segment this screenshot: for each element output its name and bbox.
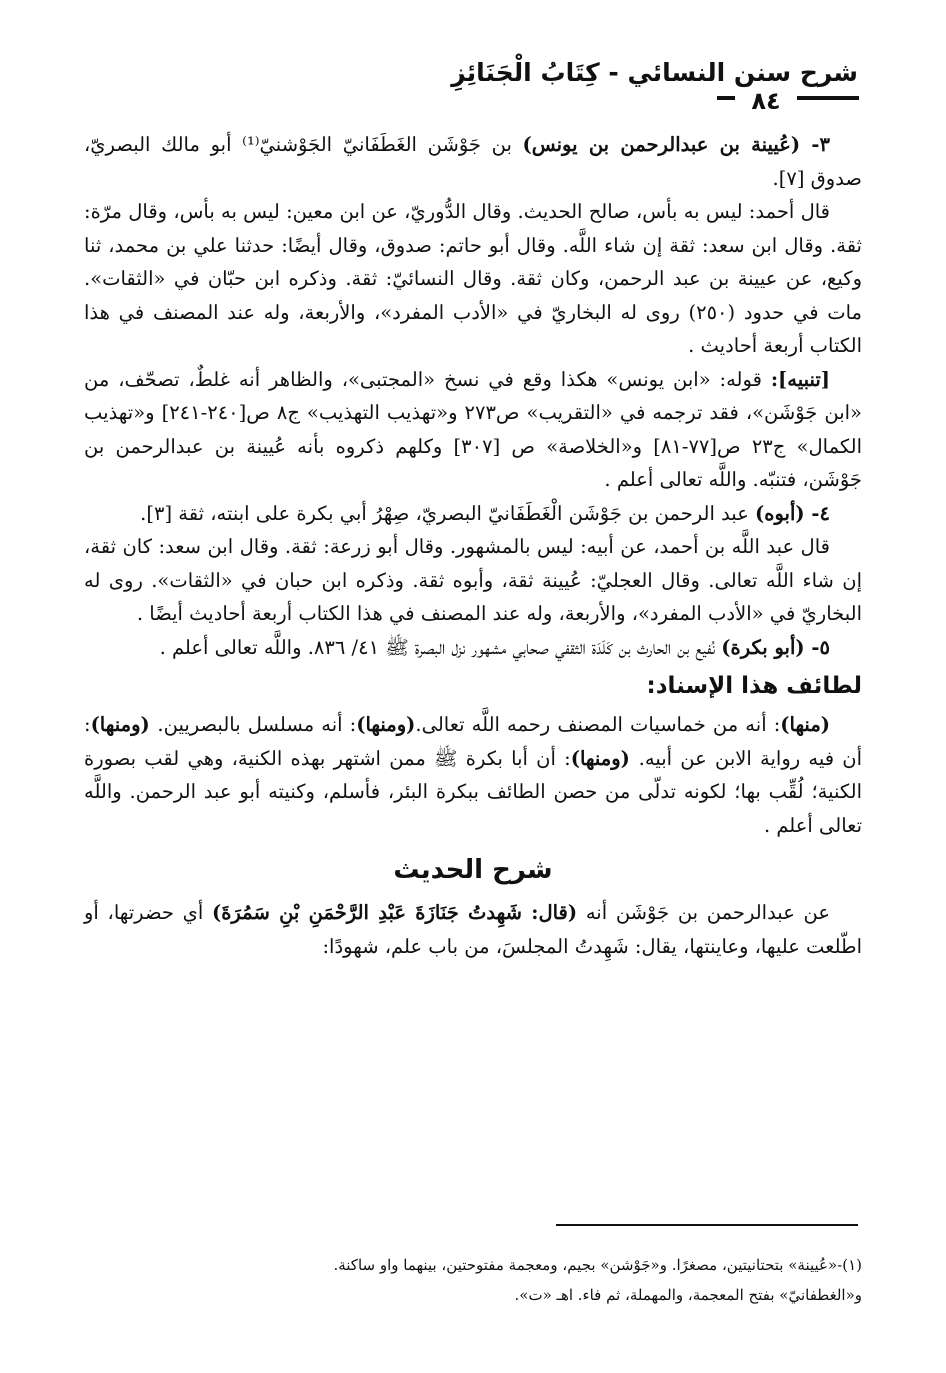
lataif-text-2: : أنه مسلسل بالبصريين. xyxy=(157,713,357,736)
narrator-5-desc: نُفيع بن الحارث بن كَلَدَة الثقفي صحابي مشهور نزل البصرة ﷺ ٤١/ ٨٣٦. واللَّه تعالى أعلم . xyxy=(159,635,722,659)
note-paragraph xyxy=(84,363,862,497)
running-title: شرح سنن النسائي - كِتَابُ الْجَنَائِزِ xyxy=(451,58,858,87)
lataif-text-4: : أن أبا بكرة ﷺ ممن اشتهر بهذه الكنية، وهي لقب بصورة الكنية؛ لُقِّب بها؛ لكونه تدلّى من حصن الطائف ببكرة البئر، فأسلم، وكنيته أبو عبد الرحمن. واللَّه تعالى أعلم . xyxy=(84,746,862,837)
heading-lataif: لطائف هذا الإسناد: xyxy=(646,673,862,699)
footnote-rule xyxy=(556,1224,858,1226)
narrator-4-name: ٤- (أبوه) xyxy=(755,501,830,525)
narrator-4-grading: قال عبد اللَّه بن أحمد، عن أبيه: ليس بالمشهور. وقال أبو زرعة: ثقة. وقال ابن سعد: كان ثقة، إن شاء اللَّه تعالى. وقال العجليّ: عُيينة ثقة، وأبوه ثقة. وذكره ابن حبان في «الثقات». روى له البخاريّ في «الأدب المفرد»، والأربعة، وله عند المصنف في هذا الكتاب أربعة أحاديث أيضًا . xyxy=(84,535,862,625)
lataif-label-4: (ومنها) xyxy=(570,746,639,770)
narrator-3-name: ٣- (عُيينة بن عبدالرحمن بن يونس) xyxy=(522,133,830,156)
narrator-4 xyxy=(84,497,862,531)
main-text xyxy=(84,128,862,963)
lataif-label-2: (ومنها) xyxy=(356,713,416,736)
narrator-3 xyxy=(84,128,862,195)
lataif-text-1: : أنه من خماسيات المصنف رحمه اللَّه تعالى. xyxy=(415,713,781,736)
footnote-1-line-2: و«الغطفانيّ» بفتح المعجمة، والمهملة، ثم فاء. اهـ «ت». xyxy=(514,1286,862,1304)
lataif-label-3: (ومنها) xyxy=(90,713,158,736)
sharh-text-2: أي حضرتها، أو اطّلعت عليها، وعاينتها، يقال: شَهِدتُ المجلسَ، من باب علم، شهودًا: xyxy=(84,901,862,958)
narrator-3-grading: قال أحمد: ليس به بأس، صالح الحديث. وقال الدُّوريّ، عن ابن معين: ليس به بأس، وقال مرّة: ثقة. وقال ابن سعد: ثقة إن شاء اللَّه. وقال أبو حاتم: صدوق، وقال أيضًا: حدثنا علي بن محمد، ثنا وكيع، عن عيينة بن عبد الرحمن، وكان ثقة. وقال النسائيّ: ثقة. وذكره ابن حبّان في «الثقات». مات في حدود (٢٥٠) روى له البخاريّ في «الأدب المفرد»، والأربعة، وله عند المصنف في هذا الكتاب أربعة أحاديث . xyxy=(84,200,862,357)
header-rule-right xyxy=(797,96,859,100)
footnote-1-line-1: (١)-«عُيينة» بتحتانيتين، مصغرًا. و«جَوْشن» بجيم، ومعجمة مفتوحتين، بينهما واو ساكنة. xyxy=(333,1256,862,1274)
lataif-text-3: : أن فيه رواية الابن عن أبيه. xyxy=(84,713,863,770)
footnotes xyxy=(84,1250,862,1310)
heading-sharh: شرح الحديث xyxy=(393,855,553,885)
sharh-text-1: عن عبدالرحمن بن جَوْشَن أنه xyxy=(577,901,831,924)
note-text: قوله: «ابن يونس» هكذا وقع في نسخ «المجتبى»، والظاهر أنه غلطٌ، تصحّف، من «ابن جَوْشَن»، فقد ترجمه في «التقريب» ص٢٧٣ و«تهذيب التهذيب» ج٨ ص[٢٤٠-٢٤١] و«تهذيب الكمال» ج٢٣ ص[٧٧-٨١] و«الخلاصة» ص [٣٠٧] وكلهم ذكروه بأنه عُيينة بن عبدالرحمن بن جَوْشَن، فتنبّه. واللَّه تعالى أعلم . xyxy=(84,367,863,491)
narrator-5-name: ٥- (أبو بكرة) xyxy=(721,635,830,659)
header-rule-left xyxy=(717,96,735,100)
page-number: ٨٤ xyxy=(751,87,781,115)
lataif-label-1: (منها) xyxy=(780,713,830,736)
narrator-3-desc: بن جَوْشَن الغَطَفَانيّ الجَوْشنيّ⁽¹⁾ أبو مالك البصريّ، صدوق [٧]. xyxy=(84,133,862,190)
narrator-4-desc: عبد الرحمن بن جَوْشَن الْغَطَفَانيّ البصريّ، صِهْرُ أبي بكرة على ابنته، ثقة [٣]. xyxy=(140,501,756,525)
lataif-paragraph xyxy=(84,708,862,842)
note-label: [تنبيه]: xyxy=(770,367,830,391)
sharh-quote: (قال: شَهِدتُ جَنَازَةَ عَبْدِ الرَّحْمَنِ بْنِ سَمُرَةَ) xyxy=(211,901,578,924)
narrator-5 xyxy=(84,631,862,665)
sharh-paragraph xyxy=(84,896,862,963)
